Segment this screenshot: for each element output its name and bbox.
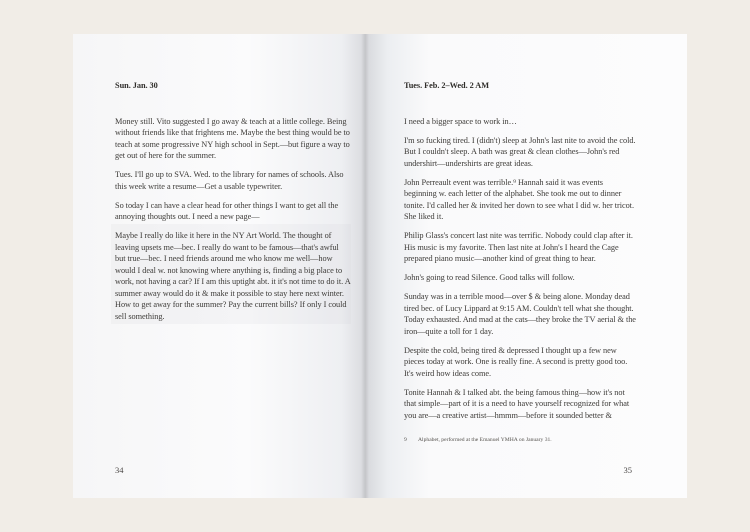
paragraph: Philip Glass's concert last nite was terrific. Nobody could clap after it. His music is my favorite. Then last nite at John's I heard the Cage prepared piano music—another kind of great thing to hear.: [404, 231, 633, 263]
footnote-number: 9: [404, 437, 407, 443]
paragraph: Maybe I really do like it here in the NY Art World. The thought of leaving upsets me—bec. I really do want to be famous—that's awful but true—bec. I need friends around me who know me well—how would I deal w. not knowing where anything is, finding a big place to work, not having a car? If I am this uptight abt. it it's not time to do it. A summer away would do it & make it possible to stay here next winter. How to get away for the summer? Pay the current bills? If only I could sell something.: [115, 231, 351, 321]
right-page: [365, 34, 687, 498]
paragraph: Sunday was in a terrible mood—over $ & being alone. Monday dead tired bec. of Lucy Lippard at 9:15 AM. Couldn't tell what she thought. Today exhausted. And mad at the cats—they broke the TV aerial & the iron—quite a toll for 1 day.: [404, 292, 636, 336]
left-page: [73, 34, 365, 498]
paragraph: I need a bigger space to work in…: [404, 116, 517, 126]
entry-date-heading: Tues. Feb. 2–Wed. 2 AM: [404, 81, 490, 90]
paragraph: Money still. Vito suggested I go away & teach at a little college. Being without friends like that frightens me. Maybe the best thing would be to teach at some progressive NY high school in Sept.—but figure a way to get out of here for the summer.: [115, 116, 350, 160]
entry-date-heading: Sun. Jan. 30: [115, 81, 158, 90]
open-book: [73, 34, 687, 498]
paragraph: Tonite Hannah & I talked abt. the being famous thing—how it's not that simple—part of it is a need to have yourself recognized for what you are—a creative artist—hmmm—before it sounded better &: [404, 387, 630, 420]
paragraph: So today I can have a clear head for other things I want to get all the annoying thoughts out. I need a new page—: [115, 200, 339, 221]
left-page-text: [115, 80, 351, 330]
footnote-text: Alphabet, performed at the Emanuel YMHA on January 31.: [418, 437, 552, 443]
page-number: 35: [623, 465, 632, 475]
paragraph: Tues. I'll go up to SVA. Wed. to the library for names of schools. Also this week write a resume—Get a usable typewriter.: [115, 170, 344, 191]
right-page-text: [404, 80, 636, 429]
paragraph: Despite the cold, being tired & depressed I thought up a few new pieces today at work. One is really fine. A second is pretty good too. It's weird how ideas come.: [404, 345, 628, 378]
paragraph: John's going to read Silence. Good talks will follow.: [404, 273, 575, 282]
paragraph: I'm so fucking tired. I (didn't) sleep at John's last nite to avoid the cold. But I couldn't sleep. A bath was great & clean clothes—John's red undershirt—undershirts are great ideas.: [404, 135, 636, 168]
page-number: 34: [115, 465, 124, 475]
book-gutter: [361, 34, 369, 498]
footnote: [404, 436, 644, 444]
paragraph: John Perreault event was terrible.⁹ Hannah said it was events beginning w. each letter of the alphabet. She took me out to dinner tonite. I'd called her & invited her down to see what I did w. her tricot. She liked it.: [404, 177, 634, 221]
